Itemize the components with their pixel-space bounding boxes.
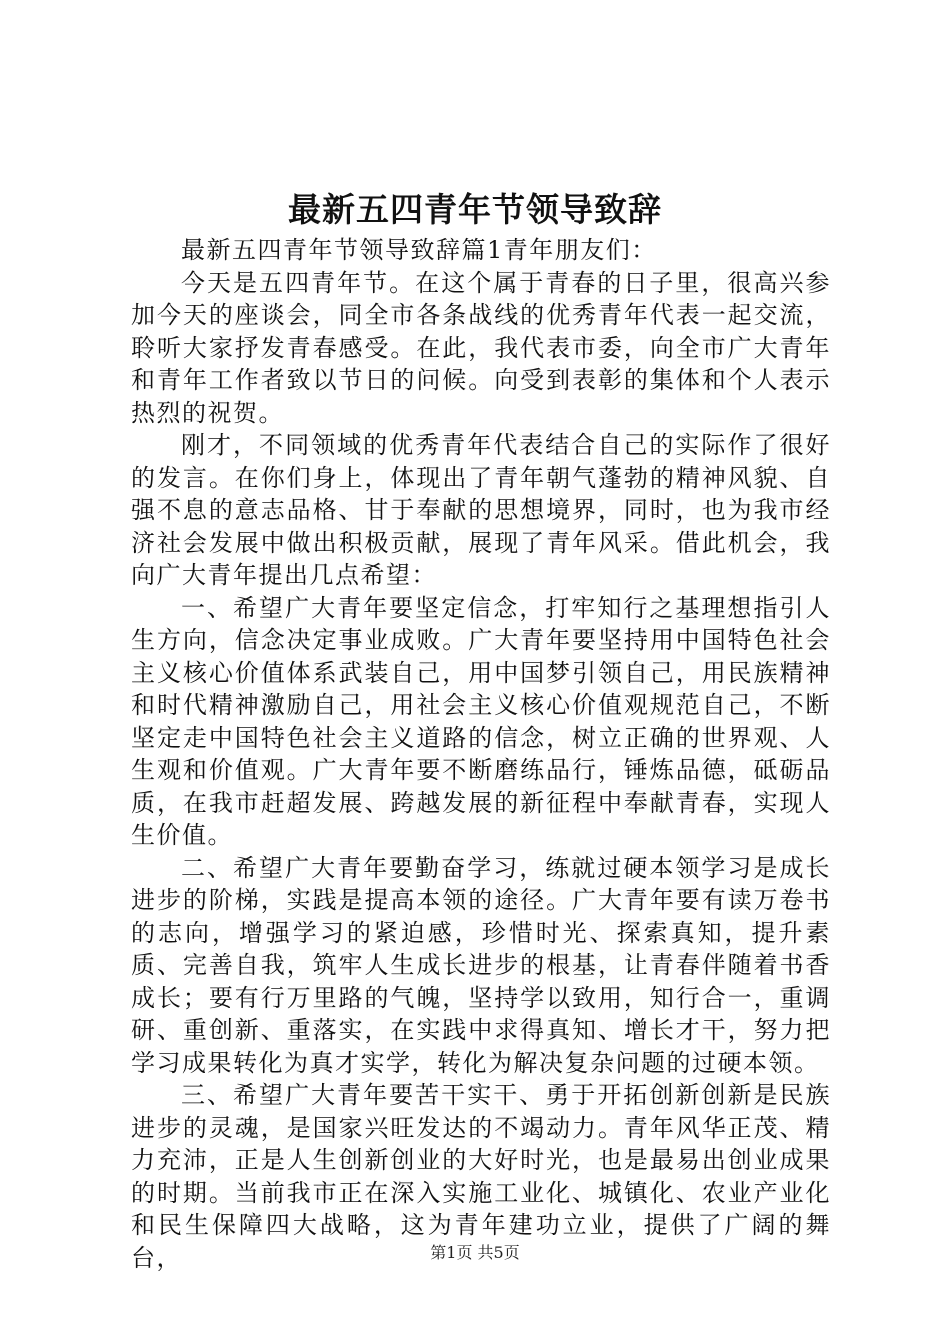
document-title: 最新五四青年节领导致辞	[288, 190, 662, 229]
paragraph-hope-two: 二、希望广大青年要勤奋学习，练就过硬本领学习是成长进步的阶梯，实践是提高本领的途径。广大青年要有读万卷书的志向，增强学习的紧迫感，珍惜时光、探索真知，提升素质、完善自我，筑牢人生成长进步的根基，让青春伴随着书香成长；要有行万里路的气魄，坚持学以致用，知行合一，重调研、重创新、重落实，在实践中求得真知、增长才干，努力把学习成果转化为真才实学，转化为解决复杂问题的过硬本领。	[131, 853, 831, 1077]
paragraph-intro: 最新五四青年节领导致辞篇1青年朋友们：	[181, 236, 657, 264]
paragraph-hope-three: 三、希望广大青年要苦干实干、勇于开拓创新创新是民族进步的灵魂，是国家兴旺发达的不竭动力。青年风华正茂、精力充沛，正是人生创新创业的大好时光，也是最易出创业成果的时期。当前我市正在深入实施工业化、城镇化、农业产业化和民生保障四大战略，这为青年建功立业，提供了广阔的舞台，	[131, 1081, 831, 1272]
page-footer: 第1页 共5页	[430, 1243, 520, 1262]
paragraph-greeting: 今天是五四青年节。在这个属于青春的日子里，很高兴参加今天的座谈会，同全市各条战线的优秀青年代表一起交流，聆听大家抒发青春感受。在此，我代表市委，向全市广大青年和青年工作者致以节日的问候。向受到表彰的集体和个人表示热烈的祝贺。	[131, 268, 831, 427]
paragraph-hope-one: 一、希望广大青年要坚定信念，打牢知行之基理想指引人生方向，信念决定事业成败。广大青年要坚持用中国特色社会主义核心价值体系武装自己，用中国梦引领自己，用民族精神和时代精神激励自己，用社会主义核心价值观规范自己，不断坚定走中国特色社会主义道路的信念，树立正确的世界观、人生观和价值观。广大青年要不断磨练品行，锤炼品德，砥砺品质，在我市赶超发展、跨越发展的新征程中奉献青春，实现人生价值。	[131, 593, 831, 849]
document-body	[131, 234, 831, 1274]
paragraph-speeches: 刚才，不同领域的优秀青年代表结合自己的实际作了很好的发言。在你们身上，体现出了青年朝气蓬勃的精神风貌、自强不息的意志品格、甘于奉献的思想境界，同时，也为我市经济社会发展中做出积极贡献，展现了青年风采。借此机会，我向广大青年提出几点希望：	[131, 431, 831, 589]
